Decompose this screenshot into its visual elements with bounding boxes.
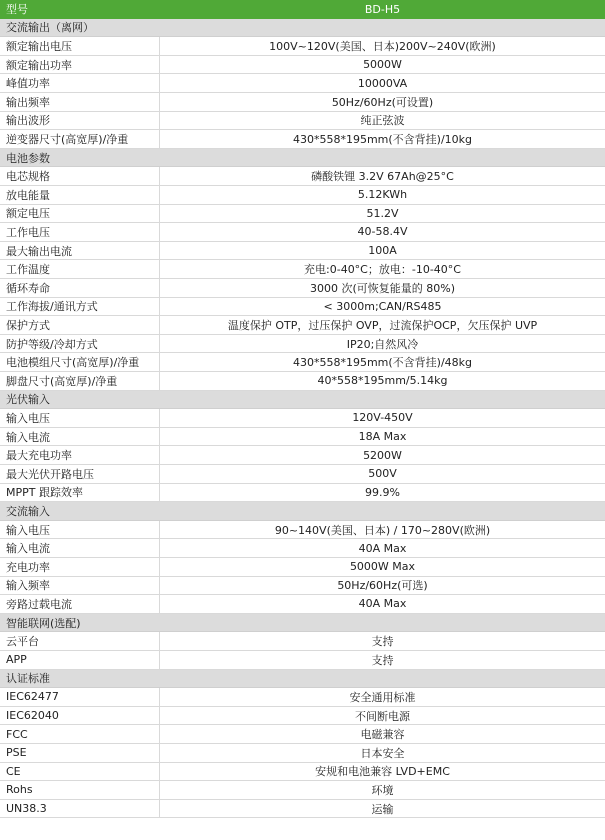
spec-value: 430*558*195mm(不含背挂)/10kg (292, 132, 473, 146)
section-header (0, 670, 605, 689)
spec-label: MPPT 跟踪效率 (0, 484, 160, 502)
spec-label: Rohs (0, 781, 160, 799)
spec-row (0, 279, 605, 298)
spec-row (0, 37, 605, 56)
spec-value: 充电:0-40°C；放电：-10-40°C (304, 263, 461, 277)
spec-row (0, 763, 605, 782)
spec-row (0, 205, 605, 224)
spec-value: 不间断电源 (355, 709, 410, 723)
section-title: 交流输入 (6, 504, 50, 518)
spec-label: 输出波形 (0, 112, 160, 130)
spec-label: IEC62477 (0, 688, 160, 706)
spec-label: 放电能量 (0, 186, 160, 204)
spec-label: 工作电压 (0, 223, 160, 241)
spec-row (0, 353, 605, 372)
spec-label: 逆变器尺寸(高宽厚)/净重 (0, 130, 160, 148)
spec-label: 脚盘尺寸(高宽厚)/净重 (0, 372, 160, 390)
spec-row (0, 465, 605, 484)
spec-label: 额定输出电压 (0, 37, 160, 55)
section-title: 认证标准 (6, 672, 50, 686)
spec-label: 输出频率 (0, 93, 160, 111)
section-title: 交流输出（离网） (6, 21, 94, 35)
spec-value: 500V (368, 467, 397, 481)
spec-row (0, 74, 605, 93)
section-header (0, 502, 605, 521)
section-header (0, 614, 605, 633)
spec-row (0, 651, 605, 670)
spec-row (0, 260, 605, 279)
spec-row (0, 446, 605, 465)
spec-row (0, 372, 605, 391)
section-header (0, 391, 605, 410)
spec-label: 输入电压 (0, 409, 160, 427)
spec-label: IEC62040 (0, 707, 160, 725)
spec-value: 5200W (363, 448, 402, 462)
spec-label: 额定输出功率 (0, 56, 160, 74)
spec-value: 5000W (363, 58, 402, 72)
spec-value: 40*558*195mm/5.14kg (317, 374, 448, 388)
spec-label: 循环寿命 (0, 279, 160, 297)
spec-value: 3000 次(可恢复能量的 80%) (309, 281, 456, 295)
spec-row (0, 298, 605, 317)
spec-label: APP (0, 651, 160, 669)
spec-row (0, 316, 605, 335)
spec-value: 90~140V(美国、日本) / 170~280V(欧洲) (274, 523, 491, 537)
spec-value: IP20;自然风冷 (346, 337, 419, 351)
spec-row (0, 484, 605, 503)
spec-row (0, 539, 605, 558)
spec-label: 云平台 (0, 632, 160, 650)
spec-value: 安规和电池兼容 LVD+EMC (315, 765, 450, 779)
spec-value: 40-58.4V (357, 225, 408, 239)
spec-label: 保护方式 (0, 316, 160, 334)
spec-value: 支持 (371, 635, 394, 649)
spec-value: 99.9% (365, 485, 400, 499)
spec-row (0, 595, 605, 614)
spec-value: 5000W Max (349, 560, 416, 574)
spec-row (0, 167, 605, 186)
spec-value: 120V-450V (352, 411, 413, 425)
spec-value: 纯正弦波 (360, 114, 405, 128)
spec-value: 运输 (371, 802, 394, 816)
spec-value: 10000VA (357, 76, 408, 90)
section-title: 光伏输入 (6, 393, 50, 407)
spec-row (0, 577, 605, 596)
spec-value: 51.2V (366, 206, 399, 220)
spec-row (0, 744, 605, 763)
spec-label: 输入电流 (0, 428, 160, 446)
spec-row (0, 186, 605, 205)
header-model-value: BD-H5 (364, 2, 401, 16)
spec-value: 50Hz/60Hz(可选) (337, 579, 428, 593)
spec-label: 最大光伏开路电压 (0, 465, 160, 483)
spec-row (0, 335, 605, 354)
spec-label: 工作海拔/通讯方式 (0, 298, 160, 316)
spec-row (0, 112, 605, 131)
spec-row (0, 242, 605, 261)
spec-label: 输入电压 (0, 521, 160, 539)
spec-row (0, 428, 605, 447)
spec-value: 日本安全 (360, 746, 405, 760)
spec-row (0, 707, 605, 726)
spec-value: 100V~120V(美国、日本)200V~240V(欧洲) (269, 39, 496, 53)
spec-label: CE (0, 763, 160, 781)
spec-value: 40A Max (358, 597, 407, 611)
spec-row (0, 558, 605, 577)
spec-row (0, 725, 605, 744)
spec-label: 旁路过载电流 (0, 595, 160, 613)
spec-value: 电磁兼容 (360, 728, 405, 742)
spec-row (0, 688, 605, 707)
spec-label: 充电功率 (0, 558, 160, 576)
spec-label: FCC (0, 725, 160, 743)
spec-label: PSE (0, 744, 160, 762)
spec-label: 最大充电功率 (0, 446, 160, 464)
section-header (0, 149, 605, 168)
spec-row (0, 800, 605, 819)
spec-value: 430*558*195mm(不含背挂)/48kg (292, 356, 473, 370)
section-header (0, 19, 605, 38)
spec-label: 峰值功率 (0, 74, 160, 92)
header-row (0, 0, 605, 19)
spec-value: 100A (368, 244, 397, 258)
spec-value: 5.12KWh (357, 188, 408, 202)
spec-value: < 3000m;CAN/RS485 (323, 299, 442, 313)
header-model-label: 型号 (6, 3, 28, 17)
spec-value: 18A Max (358, 430, 407, 444)
spec-label: 输入电流 (0, 539, 160, 557)
spec-label: 电芯规格 (0, 167, 160, 185)
spec-value: 磷酸铁锂 3.2V 67Ah@25°C (311, 170, 454, 184)
section-title: 电池参数 (6, 151, 50, 165)
spec-value: 安全通用标准 (349, 690, 416, 704)
spec-row (0, 409, 605, 428)
spec-row (0, 130, 605, 149)
spec-label: 输入频率 (0, 577, 160, 595)
spec-row (0, 521, 605, 540)
spec-value: 支持 (371, 653, 394, 667)
spec-row (0, 93, 605, 112)
spec-label: 额定电压 (0, 205, 160, 223)
spec-label: 防护等级/冷却方式 (0, 335, 160, 353)
spec-label: 最大输出电流 (0, 242, 160, 260)
spec-row (0, 781, 605, 800)
spec-value: 环境 (371, 783, 394, 797)
spec-label: UN38.3 (0, 800, 160, 818)
spec-label: 工作温度 (0, 260, 160, 278)
spec-row (0, 56, 605, 75)
section-title: 智能联网(选配) (6, 616, 81, 630)
spec-value: 50Hz/60Hz(可设置) (331, 95, 434, 109)
spec-row (0, 632, 605, 651)
spec-row (0, 223, 605, 242)
spec-value: 40A Max (358, 541, 407, 555)
spec-value: 温度保护 OTP，过压保护 OVP，过流保护OCP，欠压保护 UVP (227, 318, 538, 332)
spec-label: 电池模组尺寸(高宽厚)/净重 (0, 353, 160, 371)
